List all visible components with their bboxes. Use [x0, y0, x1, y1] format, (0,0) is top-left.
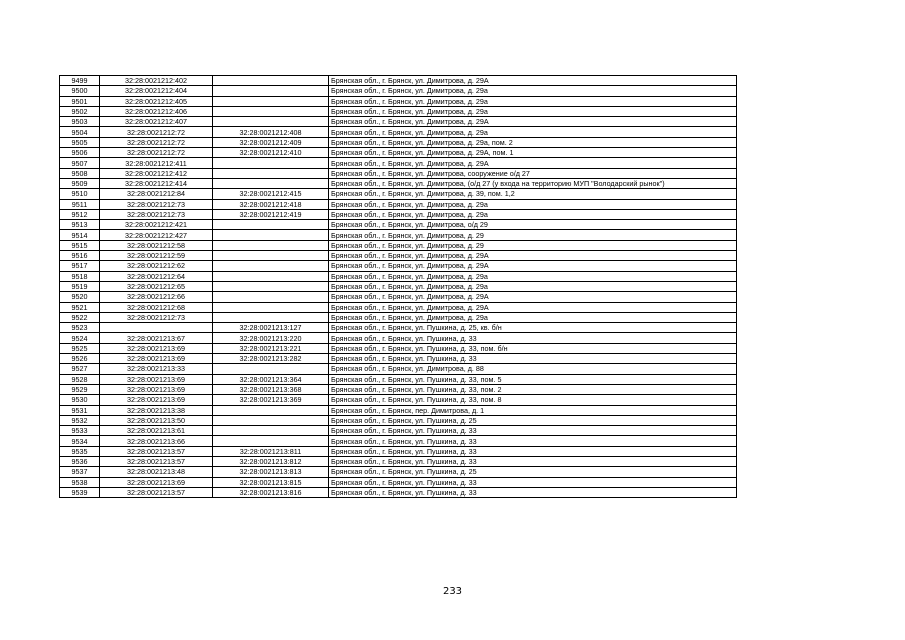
cadastral-number-cell: 32:28:0021212:421: [100, 220, 213, 230]
row-number-cell: 9499: [60, 76, 100, 86]
table-row: [60, 436, 737, 446]
related-cadastral-number-cell: [213, 158, 329, 168]
page-number: 233: [442, 586, 463, 597]
table-row: [60, 251, 737, 261]
table-row: [60, 106, 737, 116]
address-cell: Брянская обл., г. Брянск, ул. Пушкина, д. 33, пом. 2: [329, 384, 737, 394]
related-cadastral-number-cell: 32:28:0021213:812: [213, 456, 329, 466]
cadastral-number-cell: 32:28:0021212:405: [100, 96, 213, 106]
cadastral-number-cell: 32:28:0021212:404: [100, 86, 213, 96]
row-number-cell: 9533: [60, 426, 100, 436]
table-row: [60, 137, 737, 147]
table-row: [60, 96, 737, 106]
related-cadastral-number-cell: [213, 178, 329, 188]
related-cadastral-number-cell: [213, 312, 329, 322]
address-cell: Брянская обл., г. Брянск, ул. Димитрова, д. 29: [329, 240, 737, 250]
related-cadastral-number-cell: [213, 240, 329, 250]
table-row: [60, 343, 737, 353]
row-number-cell: 9508: [60, 168, 100, 178]
related-cadastral-number-cell: 32:28:0021213:221: [213, 343, 329, 353]
address-cell: Брянская обл., г. Брянск, ул. Димитрова, (о/д 27 (у входа на территорию МУП "Володарский рынок"): [329, 178, 737, 188]
row-number-cell: 9529: [60, 384, 100, 394]
related-cadastral-number-cell: [213, 302, 329, 312]
table-row: [60, 189, 737, 199]
row-number-cell: 9526: [60, 354, 100, 364]
row-number-cell: 9512: [60, 209, 100, 219]
cadastral-number-cell: 32:28:0021212:402: [100, 76, 213, 86]
row-number-cell: 9538: [60, 477, 100, 487]
row-number-cell: 9525: [60, 343, 100, 353]
row-number-cell: 9520: [60, 292, 100, 302]
address-cell: Брянская обл., г. Брянск, ул. Димитрова, сооружение о/д 27: [329, 168, 737, 178]
address-cell: Брянская обл., г. Брянск, ул. Димитрова, д. 29А: [329, 251, 737, 261]
related-cadastral-number-cell: [213, 271, 329, 281]
row-number-cell: 9524: [60, 333, 100, 343]
related-cadastral-number-cell: [213, 251, 329, 261]
row-number-cell: 9502: [60, 106, 100, 116]
related-cadastral-number-cell: [213, 292, 329, 302]
row-number-cell: 9530: [60, 395, 100, 405]
row-number-cell: 9532: [60, 415, 100, 425]
table-row: [60, 230, 737, 240]
table-row: [60, 395, 737, 405]
related-cadastral-number-cell: [213, 86, 329, 96]
address-cell: Брянская обл., г. Брянск, ул. Пушкина, д. 33: [329, 477, 737, 487]
cadastral-number-cell: 32:28:0021212:73: [100, 209, 213, 219]
table-row: [60, 426, 737, 436]
address-cell: Брянская обл., г. Брянск, ул. Димитрова, д. 29а: [329, 199, 737, 209]
cadastral-number-cell: 32:28:0021213:67: [100, 333, 213, 343]
related-cadastral-number-cell: [213, 364, 329, 374]
row-number-cell: 9503: [60, 117, 100, 127]
table-row: [60, 86, 737, 96]
cadastral-number-cell: 32:28:0021212:84: [100, 189, 213, 199]
cadastral-number-cell: 32:28:0021212:72: [100, 127, 213, 137]
related-cadastral-number-cell: [213, 168, 329, 178]
address-cell: Брянская обл., г. Брянск, ул. Димитрова, д. 29А: [329, 76, 737, 86]
address-cell: Брянская обл., г. Брянск, ул. Димитрова, д. 29А: [329, 158, 737, 168]
related-cadastral-number-cell: 32:28:0021213:364: [213, 374, 329, 384]
address-cell: Брянская обл., г. Брянск, ул. Димитрова, д. 29: [329, 230, 737, 240]
related-cadastral-number-cell: 32:28:0021212:419: [213, 209, 329, 219]
related-cadastral-number-cell: 32:28:0021212:410: [213, 148, 329, 158]
related-cadastral-number-cell: 32:28:0021213:811: [213, 446, 329, 456]
address-cell: Брянская обл., г. Брянск, ул. Димитрова, д. 29а: [329, 86, 737, 96]
row-number-cell: 9513: [60, 220, 100, 230]
table-row: [60, 323, 737, 333]
row-number-cell: 9536: [60, 456, 100, 466]
address-cell: Брянская обл., г. Брянск, ул. Димитрова, д. 29а: [329, 271, 737, 281]
related-cadastral-number-cell: [213, 96, 329, 106]
row-number-cell: 9507: [60, 158, 100, 168]
table-row: [60, 405, 737, 415]
cadastral-number-cell: 32:28:0021213:69: [100, 395, 213, 405]
cadastral-number-cell: 32:28:0021212:412: [100, 168, 213, 178]
table-row: [60, 158, 737, 168]
related-cadastral-number-cell: [213, 261, 329, 271]
row-number-cell: 9531: [60, 405, 100, 415]
related-cadastral-number-cell: [213, 281, 329, 291]
address-cell: Брянская обл., г. Брянск, ул. Димитрова, д. 29а: [329, 281, 737, 291]
address-cell: Брянская обл., г. Брянск, ул. Пушкина, д. 33: [329, 436, 737, 446]
row-number-cell: 9514: [60, 230, 100, 240]
related-cadastral-number-cell: [213, 426, 329, 436]
table-row: [60, 456, 737, 466]
address-cell: Брянская обл., г. Брянск, пер. Димитрова, д. 1: [329, 405, 737, 415]
address-cell: Брянская обл., г. Брянск, ул. Димитрова, д. 29а: [329, 96, 737, 106]
cadastral-number-cell: 32:28:0021212:427: [100, 230, 213, 240]
row-number-cell: 9523: [60, 323, 100, 333]
cadastral-number-cell: 32:28:0021212:406: [100, 106, 213, 116]
address-cell: Брянская обл., г. Брянск, ул. Димитрова, д. 29А: [329, 261, 737, 271]
cadastral-number-cell: 32:28:0021212:407: [100, 117, 213, 127]
row-number-cell: 9522: [60, 312, 100, 322]
cadastral-number-cell: 32:28:0021212:65: [100, 281, 213, 291]
cadastral-number-cell: 32:28:0021213:69: [100, 384, 213, 394]
table-row: [60, 148, 737, 158]
cadastral-number-cell: 32:28:0021212:414: [100, 178, 213, 188]
related-cadastral-number-cell: [213, 220, 329, 230]
table-row: [60, 240, 737, 250]
row-number-cell: 9519: [60, 281, 100, 291]
cadastral-number-cell: 32:28:0021212:62: [100, 261, 213, 271]
cadastral-number-cell: 32:28:0021212:64: [100, 271, 213, 281]
table-row: [60, 446, 737, 456]
address-cell: Брянская обл., г. Брянск, ул. Димитрова, о/д 29: [329, 220, 737, 230]
cadastral-number-cell: 32:28:0021212:58: [100, 240, 213, 250]
row-number-cell: 9537: [60, 467, 100, 477]
related-cadastral-number-cell: [213, 436, 329, 446]
address-cell: Брянская обл., г. Брянск, ул. Димитрова, д. 29А, пом. 1: [329, 148, 737, 158]
address-cell: Брянская обл., г. Брянск, ул. Димитрова, д. 29А: [329, 302, 737, 312]
row-number-cell: 9535: [60, 446, 100, 456]
table-row: [60, 374, 737, 384]
cadastral-number-cell: 32:28:0021213:33: [100, 364, 213, 374]
row-number-cell: 9534: [60, 436, 100, 446]
cadastral-number-cell: 32:28:0021213:48: [100, 467, 213, 477]
row-number-cell: 9506: [60, 148, 100, 158]
table-row: [60, 117, 737, 127]
table-row: [60, 209, 737, 219]
address-cell: Брянская обл., г. Брянск, ул. Пушкина, д. 33: [329, 426, 737, 436]
related-cadastral-number-cell: [213, 117, 329, 127]
address-cell: Брянская обл., г. Брянск, ул. Димитрова, д. 29А: [329, 292, 737, 302]
row-number-cell: 9516: [60, 251, 100, 261]
cadastral-number-cell: 32:28:0021213:69: [100, 477, 213, 487]
related-cadastral-number-cell: 32:28:0021213:816: [213, 487, 329, 497]
table-row: [60, 76, 737, 86]
row-number-cell: 9527: [60, 364, 100, 374]
related-cadastral-number-cell: 32:28:0021213:282: [213, 354, 329, 364]
cadastral-number-cell: 32:28:0021212:59: [100, 251, 213, 261]
address-cell: Брянская обл., г. Брянск, ул. Пушкина, д. 25, кв. б/н: [329, 323, 737, 333]
table-row: [60, 333, 737, 343]
address-cell: Брянская обл., г. Брянск, ул. Димитрова, д. 39, пом. 1,2: [329, 189, 737, 199]
table-row: [60, 281, 737, 291]
cadastral-number-cell: 32:28:0021213:61: [100, 426, 213, 436]
cadastral-number-cell: 32:28:0021212:411: [100, 158, 213, 168]
table-row: [60, 199, 737, 209]
row-number-cell: 9518: [60, 271, 100, 281]
cadastral-number-cell: 32:28:0021212:72: [100, 137, 213, 147]
address-cell: Брянская обл., г. Брянск, ул. Димитрова, д. 29А: [329, 117, 737, 127]
address-cell: Брянская обл., г. Брянск, ул. Димитрова, д. 88: [329, 364, 737, 374]
address-cell: Брянская обл., г. Брянск, ул. Пушкина, д. 33: [329, 456, 737, 466]
address-cell: Брянская обл., г. Брянск, ул. Димитрова, д. 29а, пом. 2: [329, 137, 737, 147]
related-cadastral-number-cell: [213, 230, 329, 240]
related-cadastral-number-cell: 32:28:0021213:369: [213, 395, 329, 405]
table-row: [60, 467, 737, 477]
cadastral-number-cell: 32:28:0021213:69: [100, 343, 213, 353]
row-number-cell: 9521: [60, 302, 100, 312]
row-number-cell: 9510: [60, 189, 100, 199]
address-cell: Брянская обл., г. Брянск, ул. Пушкина, д. 25: [329, 467, 737, 477]
cadastral-number-cell: 32:28:0021212:73: [100, 199, 213, 209]
table-row: [60, 302, 737, 312]
cadastral-number-cell: 32:28:0021213:69: [100, 354, 213, 364]
row-number-cell: 9509: [60, 178, 100, 188]
related-cadastral-number-cell: 32:28:0021212:415: [213, 189, 329, 199]
related-cadastral-number-cell: 32:28:0021212:418: [213, 199, 329, 209]
cadastral-number-cell: 32:28:0021212:73: [100, 312, 213, 322]
table-row: [60, 261, 737, 271]
cadastral-number-cell: 32:28:0021213:57: [100, 446, 213, 456]
cadastral-number-cell: 32:28:0021213:57: [100, 456, 213, 466]
table-row: [60, 354, 737, 364]
table-row: [60, 364, 737, 374]
related-cadastral-number-cell: 32:28:0021212:409: [213, 137, 329, 147]
row-number-cell: 9539: [60, 487, 100, 497]
row-number-cell: 9500: [60, 86, 100, 96]
address-cell: Брянская обл., г. Брянск, ул. Пушкина, д. 33: [329, 354, 737, 364]
cadastral-number-cell: 32:28:0021213:69: [100, 374, 213, 384]
cadastral-number-cell: 32:28:0021212:66: [100, 292, 213, 302]
address-cell: Брянская обл., г. Брянск, ул. Димитрова, д. 29а: [329, 127, 737, 137]
row-number-cell: 9505: [60, 137, 100, 147]
related-cadastral-number-cell: [213, 76, 329, 86]
table-row: [60, 168, 737, 178]
related-cadastral-number-cell: 32:28:0021213:368: [213, 384, 329, 394]
address-cell: Брянская обл., г. Брянск, ул. Пушкина, д. 33, пом. 5: [329, 374, 737, 384]
address-cell: Брянская обл., г. Брянск, ул. Пушкина, д. 33: [329, 333, 737, 343]
table-row: [60, 487, 737, 497]
row-number-cell: 9517: [60, 261, 100, 271]
address-cell: Брянская обл., г. Брянск, ул. Пушкина, д. 33: [329, 446, 737, 456]
table-row: [60, 415, 737, 425]
address-cell: Брянская обл., г. Брянск, ул. Пушкина, д. 33, пом. 8: [329, 395, 737, 405]
address-cell: Брянская обл., г. Брянск, ул. Димитрова, д. 29а: [329, 106, 737, 116]
address-cell: Брянская обл., г. Брянск, ул. Пушкина, д. 25: [329, 415, 737, 425]
related-cadastral-number-cell: 32:28:0021212:408: [213, 127, 329, 137]
related-cadastral-number-cell: 32:28:0021213:220: [213, 333, 329, 343]
related-cadastral-number-cell: [213, 415, 329, 425]
row-number-cell: 9504: [60, 127, 100, 137]
table-row: [60, 477, 737, 487]
cadastral-number-cell: 32:28:0021212:68: [100, 302, 213, 312]
address-cell: Брянская обл., г. Брянск, ул. Пушкина, д. 33: [329, 487, 737, 497]
cadastral-number-cell: 32:28:0021212:72: [100, 148, 213, 158]
cadastral-number-cell: 32:28:0021213:57: [100, 487, 213, 497]
row-number-cell: 9528: [60, 374, 100, 384]
cadastral-number-cell: 32:28:0021213:50: [100, 415, 213, 425]
related-cadastral-number-cell: [213, 106, 329, 116]
address-cell: Брянская обл., г. Брянск, ул. Димитрова, д. 29а: [329, 312, 737, 322]
table-row: [60, 127, 737, 137]
table-row: [60, 220, 737, 230]
cadastral-number-cell: 32:28:0021213:66: [100, 436, 213, 446]
related-cadastral-number-cell: 32:28:0021213:813: [213, 467, 329, 477]
table-row: [60, 384, 737, 394]
row-number-cell: 9501: [60, 96, 100, 106]
related-cadastral-number-cell: [213, 405, 329, 415]
table-row: [60, 271, 737, 281]
address-cell: Брянская обл., г. Брянск, ул. Пушкина, д. 33, пом. б/н: [329, 343, 737, 353]
table-row: [60, 178, 737, 188]
related-cadastral-number-cell: 32:28:0021213:127: [213, 323, 329, 333]
row-number-cell: 9511: [60, 199, 100, 209]
related-cadastral-number-cell: 32:28:0021213:815: [213, 477, 329, 487]
registry-table: [59, 75, 737, 498]
cadastral-number-cell: [100, 323, 213, 333]
registry-table-body: [60, 76, 737, 498]
row-number-cell: 9515: [60, 240, 100, 250]
table-row: [60, 312, 737, 322]
address-cell: Брянская обл., г. Брянск, ул. Димитрова, д. 29а: [329, 209, 737, 219]
cadastral-number-cell: 32:28:0021213:38: [100, 405, 213, 415]
table-row: [60, 292, 737, 302]
